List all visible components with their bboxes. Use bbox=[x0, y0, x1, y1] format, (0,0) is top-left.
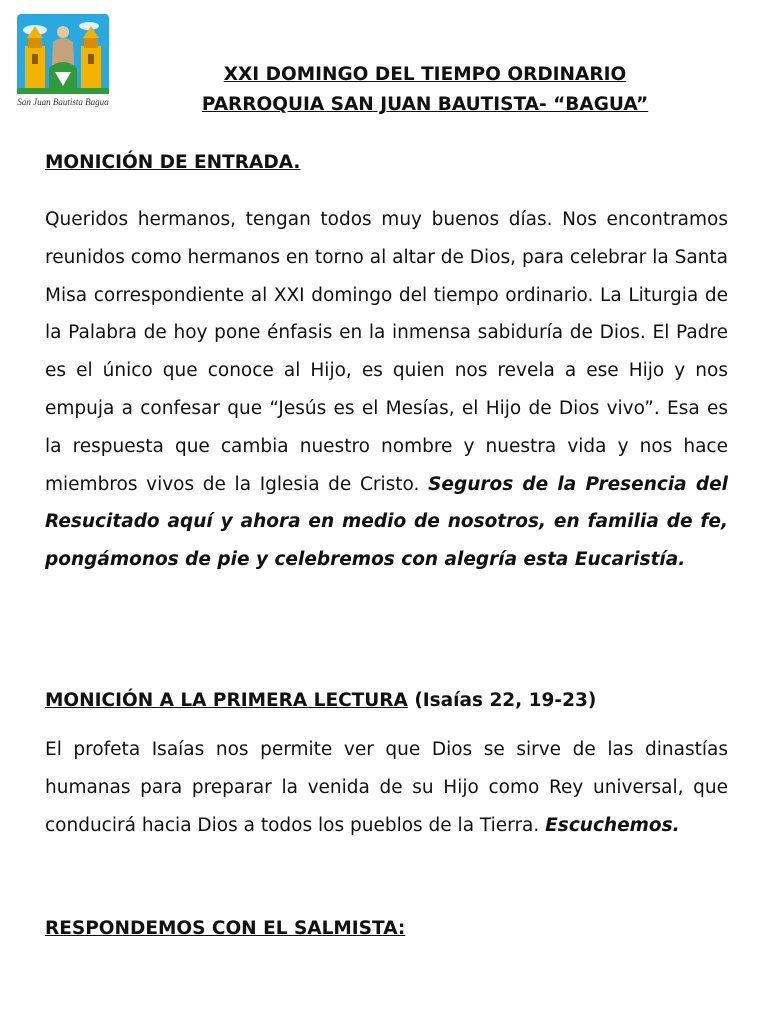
entrada-emphasis: Seguros de la Presencia del Resucitado aquí y ahora en medio de nosotros, en familia de fe, pongámonos de pie y celebremos con alegría esta Eucaristía. bbox=[45, 473, 729, 571]
entrada-text: Queridos hermanos, tengan todos muy buenos días. Nos encontramos reunidos como hermanos en torno al altar de Dios, para celebrar la Santa Misa correspondiente al XXI domingo del tiempo ordinario. La Liturgia de la Palabra de hoy pone énfasis en la inmensa sabiduría de Dios. El Padre es el único que conoce al Hijo, es quien nos revela a ese Hijo y nos empuja a confesar que “Jesús es el Mesías, el Hijo de Dios vivo”. Esa es la respuesta que cambia nuestro nombre y nuestra vida y nos hace miembros vivos de la Iglesia de Cristo. bbox=[45, 209, 728, 495]
paragraph-primera-lectura bbox=[45, 731, 728, 844]
page-title-line1: XXI DOMINGO DEL TIEMPO ORDINARIO bbox=[223, 64, 627, 85]
parish-logo bbox=[15, 12, 111, 112]
primera-lectura-reference: (Isaías 22, 19-23) bbox=[414, 690, 597, 711]
paragraph-monicion-entrada bbox=[45, 201, 728, 579]
primera-lectura-title: MONICIÓN A LA PRIMERA LECTURA bbox=[45, 690, 408, 711]
parish-logo-image bbox=[15, 12, 111, 112]
primera-lectura-text: El profeta Isaías nos permite ver que Dios se sirve de las dinastías humanas para preparar la venida de su Hijo como Rey universal, que conducirá hacia Dios a todos los pueblos de la Tierra. bbox=[45, 739, 728, 836]
heading-monicion-entrada: MONICIÓN DE ENTRADA. bbox=[45, 152, 301, 173]
primera-lectura-emphasis: Escuchemos. bbox=[545, 814, 680, 836]
heading-primera-lectura bbox=[45, 690, 596, 711]
page-title-line2: PARROQUIA SAN JUAN BAUTISTA- “BAGUA” bbox=[201, 94, 649, 115]
heading-salmista: RESPONDEMOS CON EL SALMISTA: bbox=[45, 918, 406, 939]
logo-caption: San Juan Bautista Bagua bbox=[17, 97, 109, 107]
